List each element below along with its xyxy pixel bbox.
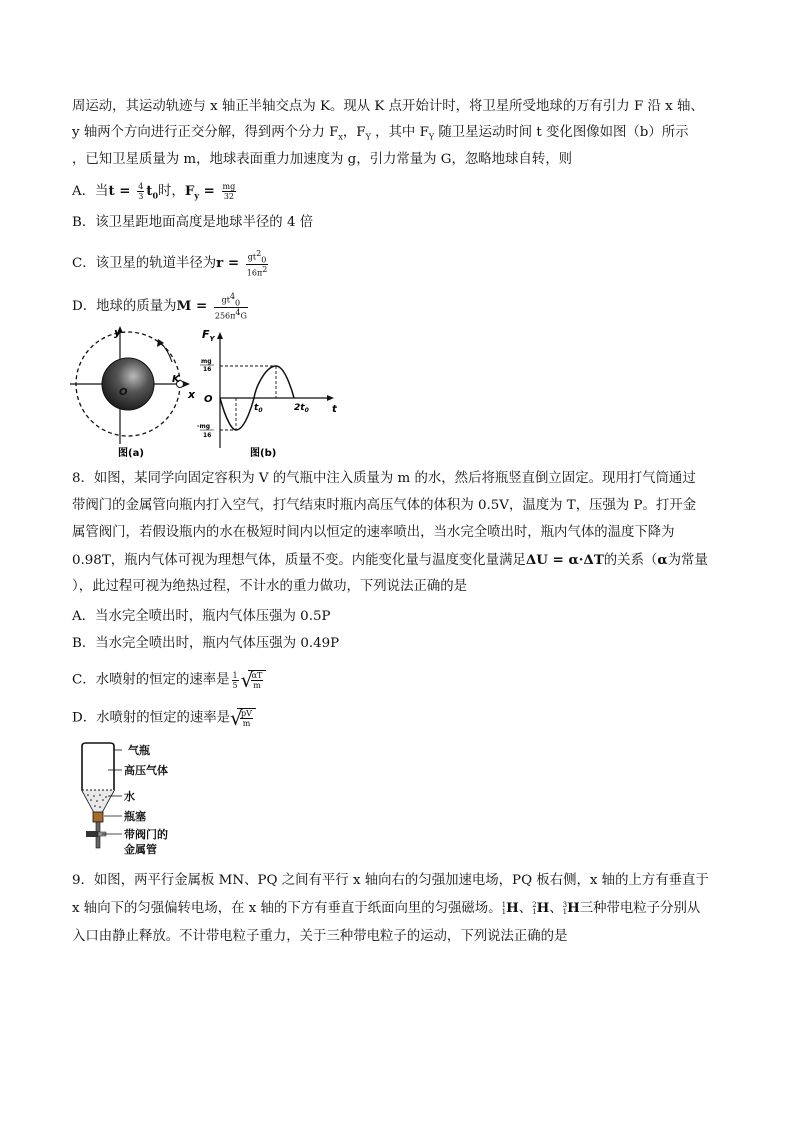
option-label: A．当 [72,184,109,199]
max-label-den: 16 [203,366,212,373]
t0-label: $t_0$ [254,403,263,414]
iso3-scripts: 3 1 [562,900,568,916]
q7-option-b: B．该卫星距地面高度是地球半径的 4 倍 [72,215,314,230]
fy-sub-2: Y [428,132,435,142]
origin-label: O [119,387,128,398]
q8-line4-c: 为常量 [667,553,708,568]
q7-option-c [72,249,270,278]
iso2-scripts: 2 1 [532,900,537,916]
q9-text-line-3: 入口由静止释放。不计带电粒子重力，关于三种带电粒子的运动，下列说法正确的是 [72,929,568,944]
q8-option-c [72,670,266,690]
valve [86,831,98,837]
label-valve-tube-2: 金属管 [124,843,157,856]
hydrogen-3: H [567,900,580,916]
earth [102,358,154,410]
q7-text-line-1: 周运动，其运动轨迹与 x 轴正半轴交点为 K。现从 K 点开始计时，将卫星所受地球的万有引力 F 沿 x 轴、 [72,99,704,114]
q8-line4-a: 0.98T，瓶内气体可视为理想气体，质量不变。内能变化量与温度变化量满足 [72,553,526,568]
water-region [82,790,114,812]
q8-option-a: A．当水完全喷出时，瓶内气体压强为 0.5P [72,609,331,624]
x-label: x [188,388,196,401]
frac-num: αT [251,671,263,680]
sqrt-at-m: √ $\frac{\alpha T}{m}$ [241,670,267,690]
fraction-4-3 [137,182,144,201]
q8-text-line-5: ），此过程可视为绝热过程，不计水的重力做功，下列说法正确的是 [72,579,468,594]
math-alpha: α [657,552,668,568]
frac-num: mg [222,182,236,191]
fraction-1-5 [232,671,239,690]
label-gas-bottle: 气瓶 [128,744,150,757]
figure-a-caption: 图(a) [118,448,144,458]
fy-sub: Y [365,132,371,142]
q9-text-line-2: x 轴向下的匀强偏转电场，在 x 轴的下方有垂直于纸面向里的匀强磁场。 1 1 H、 2 1 H、 3 1 H三种带电粒子分别从 [72,900,701,916]
frac-den: 16π [246,268,263,278]
frac-num: pV [241,709,252,718]
sqrt-pv-m: √ $\frac{pV}{m}$ [230,708,256,728]
q7-text-line-2 [72,124,689,147]
frac-den: 32 [223,192,234,201]
figure-b-fy-graph [196,322,344,458]
hydrogen-1: H [506,900,519,916]
math-r: r = [216,254,244,271]
stopper [93,812,103,822]
label-high-pressure-gas: 高压气体 [124,764,168,777]
q7-line2-a: y 轴两个方向进行正交分解，得到两个分力 F [72,125,339,140]
frac-den: 256π [214,311,236,321]
q8-text-line-1: 8．如图，某同学向固定容积为 V 的气瓶中注入质量为 m 的水，然后将瓶竖直倒立固定。现用打气筒通过 [72,471,696,486]
point-k-label: K [172,374,180,385]
frac-den: m [253,681,261,690]
max-label-num: mg [201,358,212,365]
q8-text-line-2: 带阀门的金属管向瓶内打入空气，打气结束时瓶内高压气体的体积为 0.5V，温度为 T，压强为 P。打开金 [72,498,697,513]
iso1-scripts: 1 1 [501,900,507,916]
t-axis-label: t [332,404,337,415]
frac-num: gt [221,295,230,305]
option-text: D．水喷射的恒定的速率是 [72,710,231,726]
frac-num: 4 [138,182,144,191]
q7-line2-b: ，F [342,125,366,140]
math-m: M = [176,297,212,314]
math-eq: = [199,183,220,199]
min-label-den: 16 [203,432,212,439]
min-label-num: -mg [197,423,211,430]
option-text: D．地球的质量为 [72,298,177,314]
q7-text-line-3: ，已知卫星质量为 m，地球表面重力加速度为 g，引力常量为 G，忽略地球自转，则 [72,152,573,167]
q9-line2-a: x 轴向下的匀强偏转电场，在 x 轴的下方有垂直于纸面向里的匀强磁场。 [72,901,502,916]
q7-option-d [72,292,250,321]
origin-label: O [204,394,213,405]
figure-b-caption: 图(b) [250,448,277,458]
frac-num: 1 [232,670,238,680]
q8-line4-b: 的关系（ [603,553,658,568]
label-water: 水 [124,790,135,803]
2t0-label: $2t_0$ [294,403,309,414]
q8-text-line-4 [72,551,708,570]
fraction-mg-32 [222,182,237,201]
fraction-gt0-16pi2: $\frac{gt^2_0}{16\pi^2}$ [246,249,268,278]
q8-option-b: B．当水完全喷出时，瓶内气体压强为 0.49P [72,636,340,651]
label-valve-tube-1: 带阀门的 [124,828,168,841]
label-stopper: 瓶塞 [124,810,146,823]
frac-num: gt [247,252,257,262]
math-f: F [184,183,195,199]
option-text: 时， [158,184,185,199]
frac-den: m [242,719,251,728]
frac-den: 3 [138,192,144,201]
q7-option-a: A．当t = $\frac{4}{3}$ $t_0$时，$F_y$ = $\frac{mg}{32}$ [72,182,236,201]
q8-option-d [72,708,256,728]
option-text: C．水喷射的恒定的速率是 [72,672,230,688]
math-energy-relation: ΔU = α·ΔT [525,552,604,568]
q7-line2-c: ，其中 F [370,125,429,140]
frac-den-g: G [240,311,247,321]
q9-line2-b: 三种带电粒子分别从 [579,901,701,916]
q9-text-line-1: 9．如图，两平行金属板 MN、PQ 之间有平行 x 轴向右的匀强加速电场，PQ 板右侧，x 轴的上方有垂直于 [72,873,709,888]
option-text: C．该卫星的轨道半径为 [72,255,217,271]
y-label: y [114,326,122,339]
math-t: t = [108,183,136,199]
frac-den: 5 [232,680,238,690]
figure-a-orbit-diagram [68,322,200,458]
fraction-mass: $\frac{gt^4_0}{256\pi^4G}$ [214,292,247,321]
math-t0: t [146,183,153,199]
fx-sub: x [338,132,343,142]
q8-text-line-3: 属管阀门，若假设瓶内的水在极短时间内以恒定的速率喷出，当水完全喷出时，瓶内气体的温度下降为 [72,525,675,540]
q7-line2-d: 随卫星运动时间 t 变化图像如图（b）所示 [434,125,689,140]
math-f-sub: y [194,190,199,201]
hydrogen-2: H [536,900,550,916]
bottle-diagram [68,742,128,860]
fy-axis-label: $F_Y$ [202,328,215,343]
